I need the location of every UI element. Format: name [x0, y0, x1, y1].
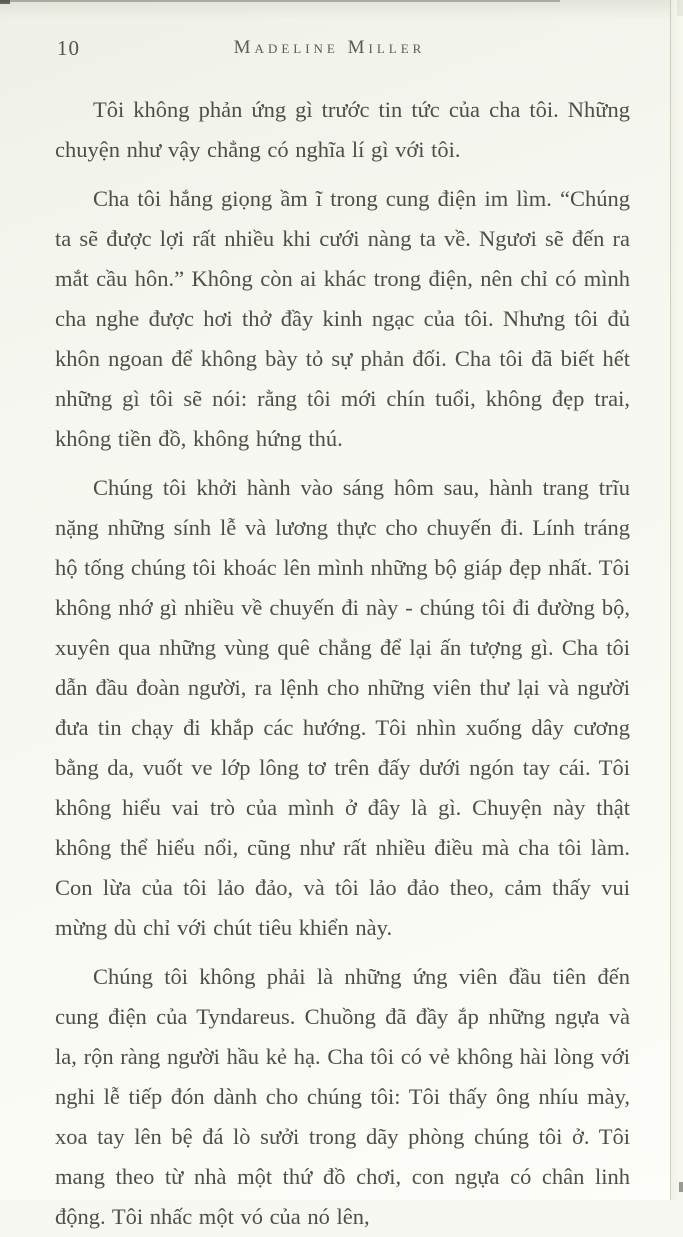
body-text-block	[55, 90, 630, 1237]
scan-edge-top	[0, 0, 560, 2]
scan-mark-top-left	[0, 0, 10, 4]
scan-shadow-top	[0, 0, 683, 20]
page-edge-strip	[671, 0, 683, 1200]
running-head	[55, 36, 628, 64]
paragraph: Tôi không phản ứng gì trước tin tức của cha tôi. Những chuyện như vậy chẳng có nghĩa lí gì với tôi.	[55, 97, 630, 162]
paragraph: Cha tôi hắng giọng ầm ĩ trong cung điện im lìm. “Chúng ta sẽ được lợi rất nhiều khi cưới nàng ta về. Ngươi sẽ đến ra mắt cầu hôn.” Không còn ai khác trong điện, nên chỉ có mình cha nghe được hơi thở đầy kinh ngạc của tôi. Nhưng tôi đủ khôn ngoan để không bày tỏ sự phản đối. Cha tôi đã biết hết những gì tôi sẽ nói: rằng tôi mới chín tuổi, không đẹp trai, không tiền đồ, không hứng thú.	[55, 186, 630, 451]
running-header-author: Madeline Miller	[233, 37, 426, 58]
paragraph: Chúng tôi khởi hành vào sáng hôm sau, hành trang trĩu nặng những sính lễ và lương thực cho chuyến đi. Lính tráng hộ tống chúng tôi khoác lên mình những bộ giáp đẹp nhất. Tôi không nhớ gì nhiều về chuyến đi này - chúng tôi đi đường bộ, xuyên qua những vùng quê chẳng để lại ấn tượng gì. Cha tôi dẫn đầu đoàn người, ra lệnh cho những viên thư lại và người đưa tin chạy đi khắp các hướng. Tôi nhìn xuống dây cương bằng da, vuốt ve lớp lông tơ trên đấy dưới ngón tay cái. Tôi không hiểu vai trò của mình ở đây là gì. Chuyện này thật không thể hiểu nổi, cũng như rất nhiều điều mà cha tôi làm. Con lừa của tôi lảo đảo, và tôi lảo đảo theo, cảm thấy vui mừng dù chỉ với chút tiêu khiển này.	[55, 475, 630, 940]
page-number: 10	[57, 36, 80, 60]
scan-mark-bottom-right	[679, 1182, 683, 1192]
paragraph: Chúng tôi không phải là những ứng viên đầu tiên đến cung điện của Tyndareus. Chuồng đã đầy ắp những ngựa và la, rộn ràng người hầu kẻ hạ. Cha tôi có vẻ không hài lòng với nghi lễ tiếp đón dành cho chúng tôi: Tôi thấy ông nhíu mày, xoa tay lên bệ đá lò sưởi trong dãy phòng chúng tôi ở. Tôi mang theo từ nhà một thứ đồ chơi, con ngựa có chân linh động. Tôi nhấc một vó của nó lên,	[55, 964, 630, 1229]
page-edge-line	[670, 0, 671, 1200]
